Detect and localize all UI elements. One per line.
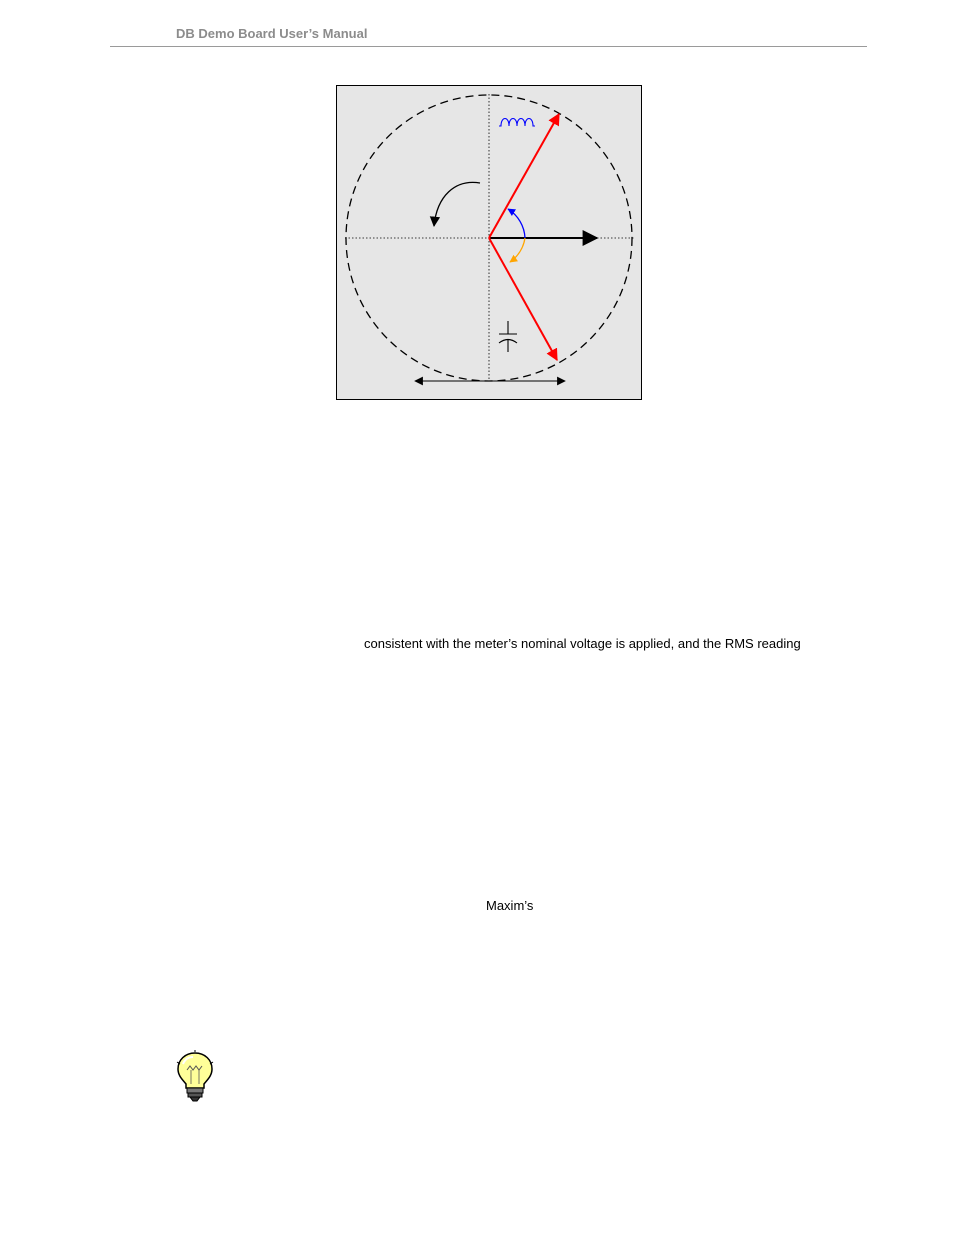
lead-angle-arc bbox=[510, 238, 525, 262]
body-text-fragment: Maxim’s bbox=[486, 898, 534, 913]
capacitor-symbol-icon bbox=[499, 321, 517, 352]
phasor-diagram bbox=[336, 85, 642, 400]
lag-angle-arc bbox=[508, 209, 525, 238]
rotation-arrow-icon bbox=[434, 182, 480, 226]
header-title: DB Demo Board User’s Manual bbox=[176, 26, 368, 41]
inductor-symbol-icon bbox=[499, 119, 535, 127]
header-rule bbox=[110, 46, 867, 47]
lagging-phasor bbox=[489, 238, 557, 360]
lightbulb-icon bbox=[175, 1050, 215, 1104]
leading-phasor bbox=[489, 114, 559, 238]
body-text-line: consistent with the meter’s nominal voltage is applied, and the RMS reading bbox=[364, 636, 801, 651]
